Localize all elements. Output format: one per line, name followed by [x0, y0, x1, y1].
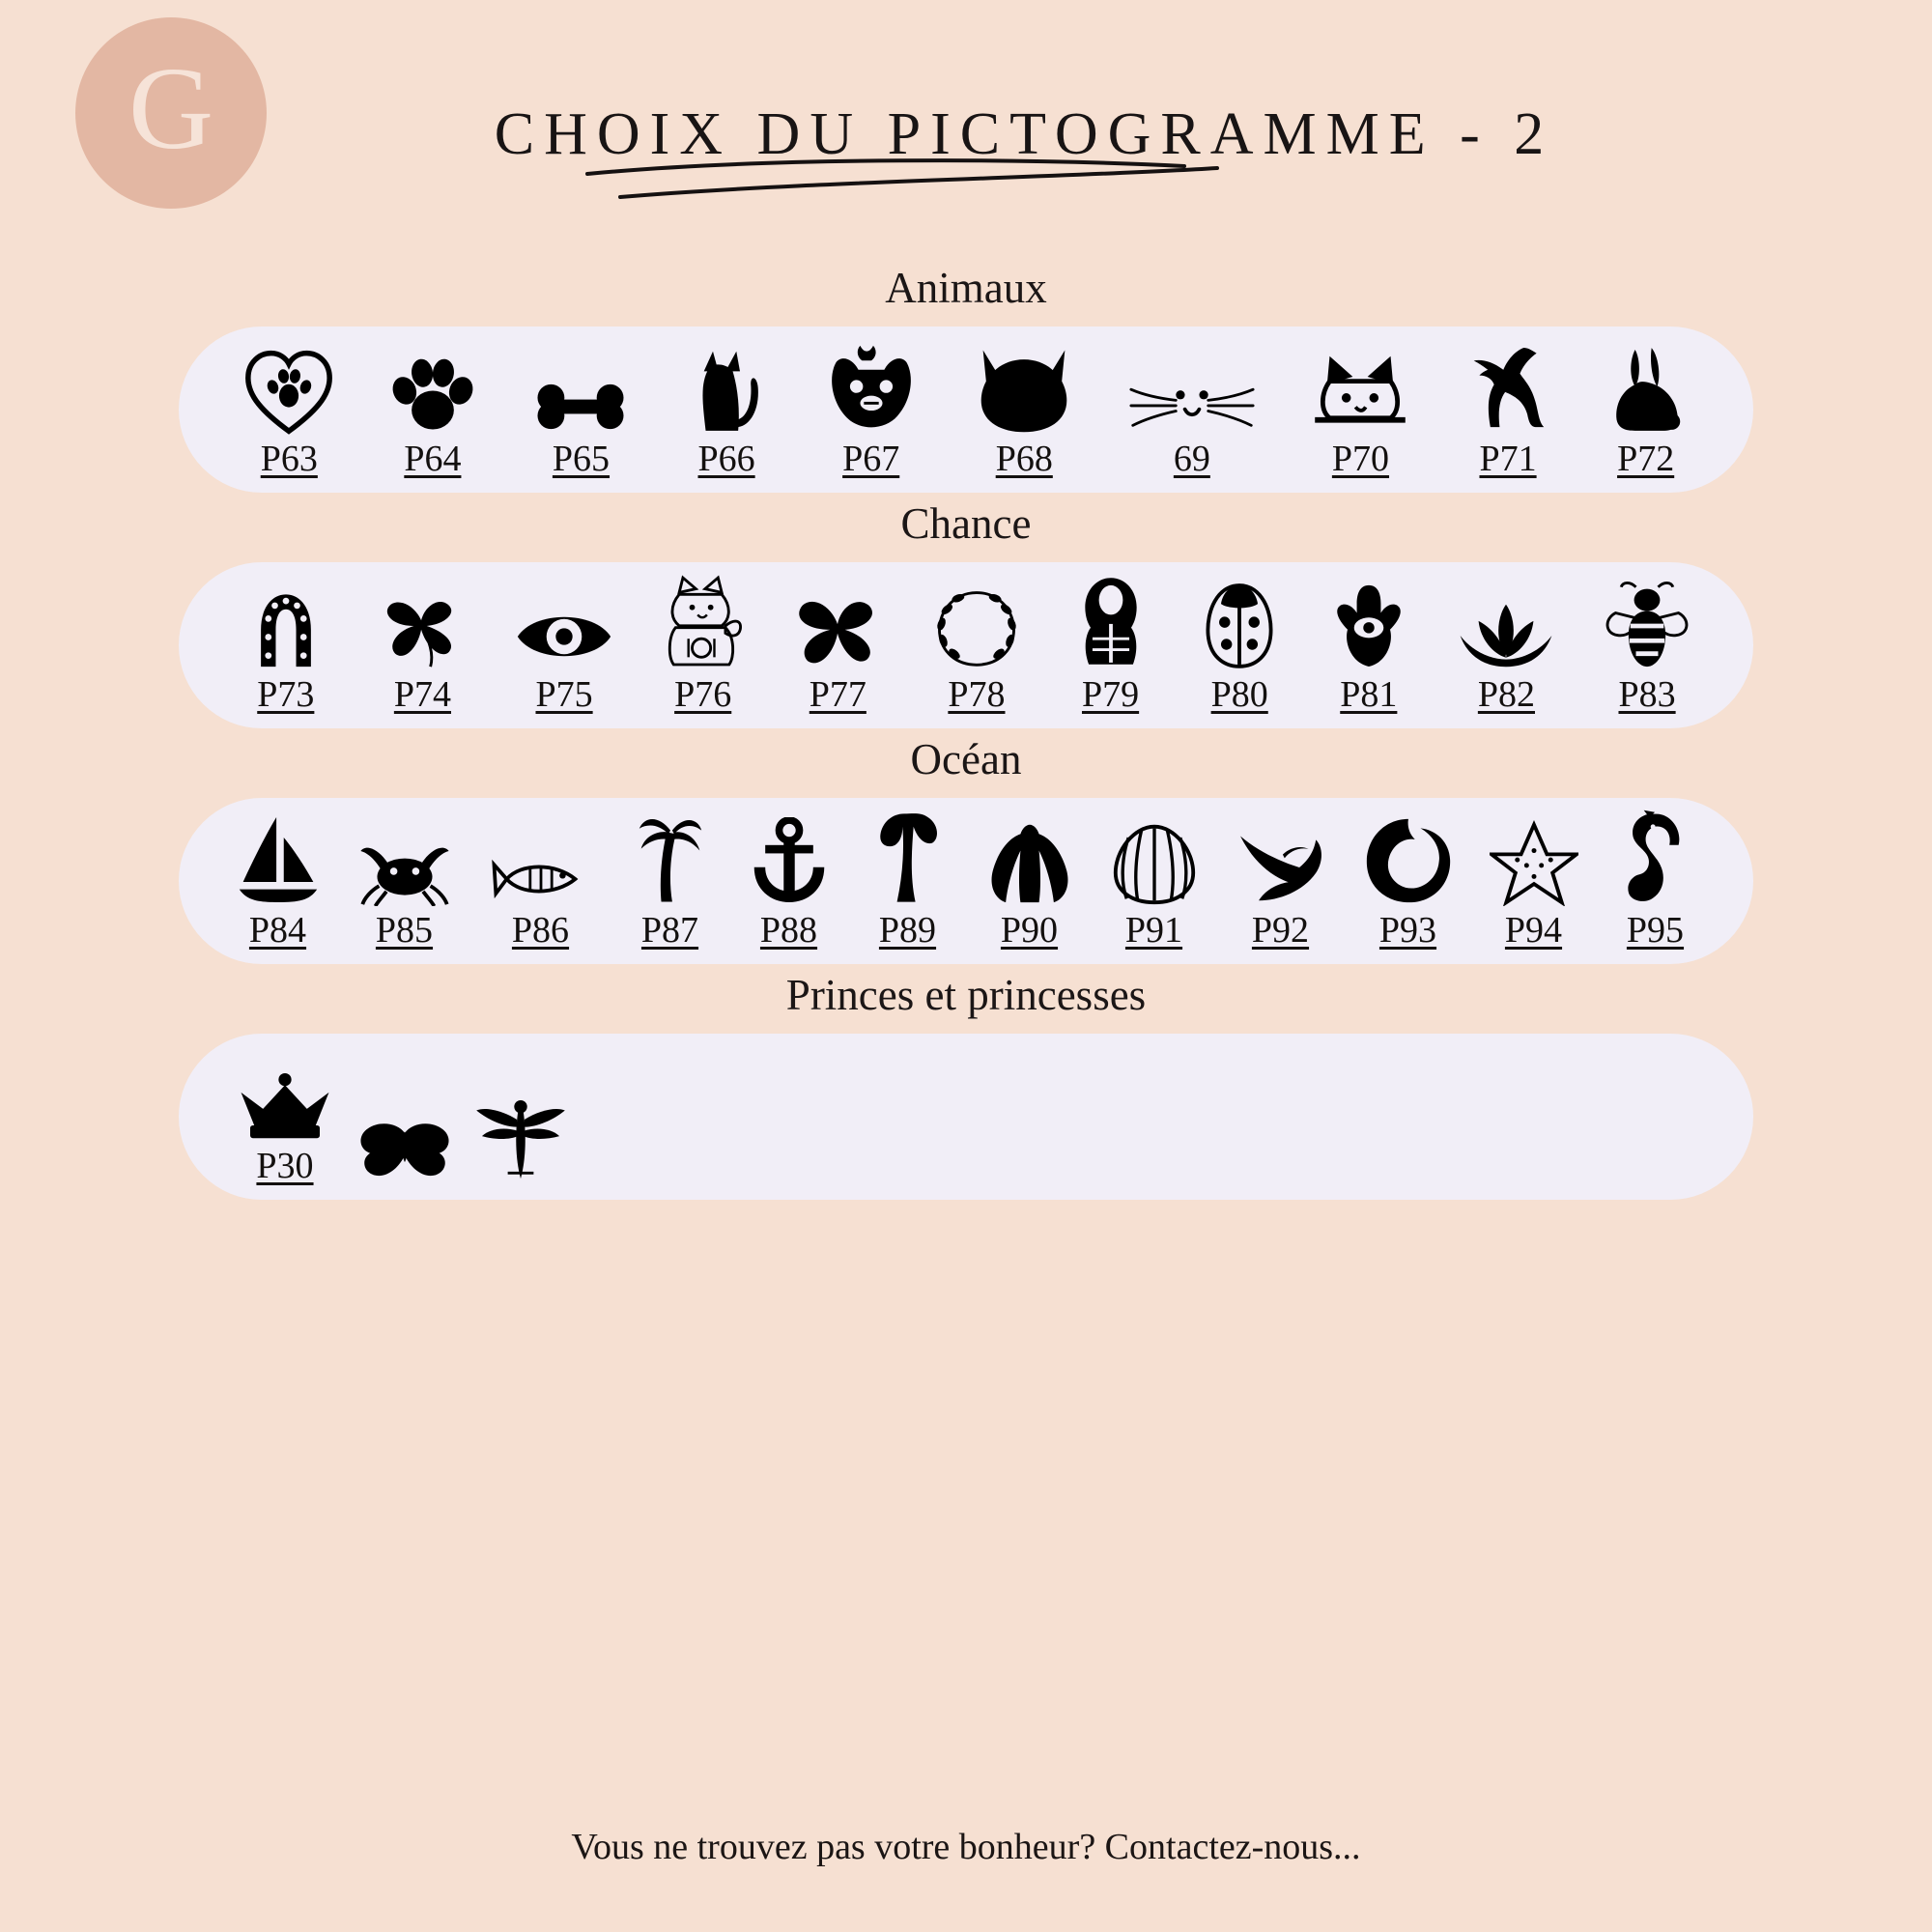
starfish-icon — [1490, 813, 1578, 906]
anchor-icon — [749, 813, 830, 906]
pictogram-item[interactable] — [474, 1088, 567, 1186]
footer-note: Vous ne trouvez pas votre bonheur? Contactez-nous... — [571, 1827, 1361, 1867]
pictogram-code: P71 — [1479, 439, 1537, 479]
pictogram-item[interactable] — [629, 813, 712, 951]
palm-tree-icon — [636, 813, 705, 906]
pictogram-code: P77 — [809, 674, 867, 715]
pictogram-code: P88 — [759, 910, 818, 951]
cat-whiskers-icon — [1129, 342, 1255, 435]
pictogram-item[interactable] — [661, 578, 746, 715]
pictogram-code: P68 — [995, 439, 1053, 479]
pictogram-code: P63 — [260, 439, 318, 479]
pictogram-item[interactable] — [1603, 578, 1691, 715]
pictogram-code: 69 — [1173, 439, 1210, 479]
hamsa-hand-icon — [1327, 578, 1410, 670]
pictogram-code: P90 — [1000, 910, 1059, 951]
pictogram-item[interactable] — [241, 578, 331, 715]
wave-icon — [1363, 813, 1454, 906]
pictogram-item[interactable] — [377, 578, 468, 715]
pictogram-item[interactable] — [791, 578, 884, 715]
pictogram-code: P73 — [257, 674, 315, 715]
pictogram-item[interactable] — [1110, 813, 1199, 951]
section-animaux — [0, 263, 1932, 493]
sailboat-icon — [236, 813, 321, 906]
section-pill — [179, 327, 1753, 493]
pictogram-code: P84 — [248, 910, 307, 951]
horseshoe-icon — [241, 578, 331, 670]
dragonfly-icon — [474, 1088, 567, 1180]
seahorse-icon — [1622, 813, 1690, 906]
pictogram-code: P79 — [1081, 674, 1140, 715]
peeking-cat-icon — [1309, 342, 1411, 435]
pictogram-code: P93 — [1378, 910, 1437, 951]
four-leaf-clover-stem-icon — [377, 578, 468, 670]
pictogram-code: P83 — [1618, 674, 1676, 715]
title-underline-decoration — [580, 153, 1352, 211]
pictogram-item[interactable] — [1363, 813, 1454, 951]
crown-icon — [235, 1049, 335, 1142]
scallop-shell-filled-icon — [985, 813, 1074, 906]
pictogram-item[interactable] — [1490, 813, 1578, 951]
paw-print-icon — [388, 342, 477, 435]
laurel-wreath-icon — [930, 578, 1023, 670]
pictogram-code: P65 — [552, 439, 611, 479]
pictogram-item[interactable] — [531, 342, 630, 479]
pictogram-code: P94 — [1504, 910, 1563, 951]
bee-icon — [1603, 578, 1691, 670]
pictogram-code: P67 — [842, 439, 900, 479]
butterfly-icon — [355, 1088, 455, 1180]
pictogram-code: P78 — [948, 674, 1006, 715]
pictogram-item[interactable] — [388, 342, 477, 479]
pictogram-item[interactable] — [236, 813, 321, 951]
pictogram-code: P89 — [878, 910, 937, 951]
pictogram-code: P30 — [256, 1146, 314, 1186]
dolphin-icon — [1235, 813, 1327, 906]
section-title: Animaux — [885, 264, 1047, 312]
pictogram-code: P86 — [511, 910, 570, 951]
section-chance — [0, 498, 1932, 728]
pictogram-code: P72 — [1617, 439, 1675, 479]
pictogram-code: P85 — [375, 910, 434, 951]
pictogram-item[interactable] — [985, 813, 1074, 951]
scallop-shell-outline-icon — [1110, 813, 1199, 906]
rabbit-icon — [1607, 342, 1685, 435]
pictogram-item[interactable] — [974, 342, 1074, 479]
heart-paw-icon — [244, 342, 333, 435]
pictogram-code: P64 — [404, 439, 462, 479]
pictogram-code: P75 — [535, 674, 593, 715]
cat-head-icon — [974, 342, 1074, 435]
pictogram-item[interactable] — [1235, 813, 1327, 951]
pictogram-item[interactable] — [1614, 813, 1697, 951]
section-title: Océan — [910, 735, 1022, 783]
section-pill — [179, 1034, 1753, 1200]
pictogram-item[interactable] — [355, 1088, 455, 1186]
pictogram-code: P92 — [1251, 910, 1310, 951]
pictogram-item[interactable] — [1069, 578, 1152, 715]
pictogram-code: P82 — [1477, 674, 1535, 715]
pictogram-item[interactable] — [356, 813, 453, 951]
pictogram-item[interactable] — [1129, 342, 1255, 479]
pictogram-item[interactable] — [930, 578, 1023, 715]
pictogram-code: P95 — [1626, 910, 1685, 951]
pictogram-item[interactable] — [489, 813, 593, 951]
sitting-cat-icon — [686, 342, 767, 435]
fish-icon — [489, 813, 593, 906]
pictogram-item[interactable] — [1309, 342, 1411, 479]
logo-letter: G — [128, 43, 214, 174]
pictogram-item[interactable] — [1466, 342, 1549, 479]
pictogram-item[interactable] — [1605, 342, 1688, 479]
pictogram-item[interactable] — [1198, 578, 1281, 715]
dog-bone-icon — [531, 342, 630, 435]
pictogram-code: P81 — [1340, 674, 1398, 715]
pictogram-code: P80 — [1210, 674, 1268, 715]
section-pill — [179, 562, 1753, 728]
pictogram-code: P70 — [1331, 439, 1390, 479]
pictogram-code: P66 — [697, 439, 755, 479]
pug-head-icon — [823, 342, 920, 435]
pictogram-item[interactable] — [244, 342, 333, 479]
section-pill — [179, 798, 1753, 964]
pictogram-item[interactable] — [867, 813, 950, 951]
clover-icon — [791, 578, 884, 670]
pictogram-item[interactable] — [748, 813, 831, 951]
pictogram-item[interactable] — [685, 342, 768, 479]
rearing-horse-icon — [1466, 342, 1549, 435]
pictogram-item[interactable] — [514, 578, 614, 715]
pictogram-item[interactable] — [823, 342, 920, 479]
pictogram-item[interactable] — [235, 1049, 335, 1186]
pictogram-item[interactable] — [1327, 578, 1410, 715]
section-princes-et-princesses — [0, 970, 1932, 1200]
ladybug-icon — [1201, 578, 1278, 670]
pictogram-code: P91 — [1124, 910, 1183, 951]
pictogram-item[interactable] — [1456, 578, 1556, 715]
page-title: CHOIX DU PICTOGRAMME - 2 — [494, 100, 1554, 167]
section-title: Chance — [900, 499, 1032, 548]
pictogram-code: P87 — [640, 910, 699, 951]
lotus-icon — [1456, 578, 1556, 670]
pictogram-code: P76 — [674, 674, 732, 715]
pictogram-code: P74 — [393, 674, 451, 715]
section-title: Princes et princesses — [785, 971, 1147, 1019]
eye-icon — [514, 578, 614, 670]
scarab-icon — [1072, 578, 1150, 670]
whale-tail-icon — [871, 813, 945, 906]
crab-icon — [356, 813, 453, 906]
section-ocean — [0, 734, 1932, 964]
maneki-neko-icon — [661, 578, 746, 670]
pictogram-sections — [0, 263, 1932, 1206]
